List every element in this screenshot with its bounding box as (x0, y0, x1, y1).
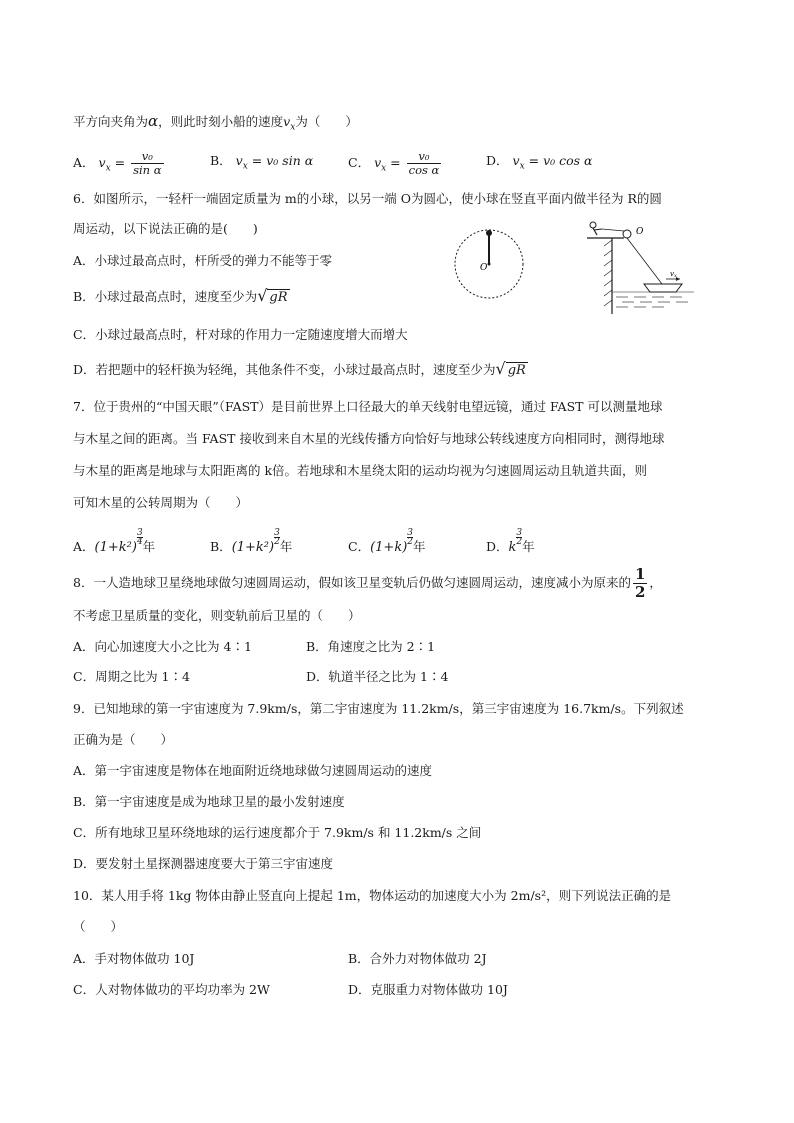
q7-option-d[interactable] (486, 529, 535, 557)
math-v: v (512, 153, 520, 168)
unit: 年 (142, 539, 156, 554)
q10-option-d[interactable]: D．克服重力对物体做功 10J (348, 982, 508, 997)
option-label: D． (486, 153, 509, 168)
exponent-numerator: 3 (274, 528, 280, 538)
water-lines (612, 292, 694, 307)
q6-option-b[interactable] (73, 287, 290, 307)
option-label: C． (348, 539, 371, 554)
radicand: gR (507, 363, 526, 378)
equals-sign: = (247, 153, 267, 168)
q5-stem-text-b: ，则此时刻小船的速度 (158, 114, 284, 129)
q5-stem-text-c: 为（ ） (295, 114, 358, 129)
math-sub: x (519, 161, 525, 172)
rope-segment-1 (602, 229, 624, 231)
velocity-sub: x (674, 273, 677, 279)
person-arm (594, 229, 602, 230)
rope-to-boat (627, 238, 662, 284)
exponent-denominator: 2 (516, 537, 523, 547)
sqrt-expression: √ gR (495, 359, 526, 378)
q7-stem-line-4: 可知木星的公转周期为（ ） (73, 495, 249, 510)
ball (486, 230, 492, 236)
exponent-numerator: 3 (516, 528, 523, 538)
q5-option-b[interactable] (210, 152, 313, 176)
equals-sign: = (386, 155, 405, 170)
fraction-numerator: 1 (634, 565, 646, 583)
fraction (131, 150, 163, 177)
fraction (407, 150, 442, 177)
q7-option-b[interactable] (210, 529, 292, 557)
q10-stem-line-1: 10．某人用手将 1kg 物体由静止竖直向上提起 1m，物体运动的加速度大小为 2m/s²，则下列说法正确的是 (73, 888, 672, 903)
q5-option-c[interactable] (348, 150, 443, 178)
q7-option-a[interactable] (73, 529, 155, 557)
q10-option-c[interactable]: C．人对物体做功的平均功率为 2W (73, 982, 270, 997)
q10-option-b[interactable]: B．合外力对物体做功 2J (348, 951, 487, 966)
cliff-hatching (604, 240, 612, 306)
power-base: (1+k²) (94, 540, 137, 555)
exponent-numerator: 3 (136, 528, 143, 538)
q6-stem-line-2: 周运动，以下说法正确的是( ) (73, 221, 258, 236)
option-label: C． (348, 155, 371, 170)
q10-stem-line-2: （ ） (73, 919, 124, 934)
exponent-numerator: 3 (407, 528, 413, 538)
q6-option-a[interactable]: A．小球过最高点时，杆所受的弹力不能等于零 (73, 253, 333, 268)
q5-option-d[interactable] (486, 152, 592, 176)
fraction-denominator: sin α (133, 163, 162, 177)
pulley-boat-figure (582, 218, 696, 316)
option-label: D． (486, 539, 509, 554)
option-text: B．小球过最高点时，速度至少为 (73, 289, 258, 304)
person-head (590, 222, 596, 228)
unit: 年 (279, 539, 293, 554)
q9-stem-line-2: 正确为是（ ） (73, 732, 174, 747)
exponent-denominator: 2 (407, 537, 413, 547)
q9-option-d[interactable]: D．要发射土星探测器速度要大于第三宇宙速度 (73, 856, 334, 871)
fraction-numerator: v₀ (131, 150, 163, 164)
q9-option-a[interactable]: A．第一宇宙速度是物体在地面附近绕地球做匀速圆周运动的速度 (73, 763, 433, 778)
q5-vx-sub: x (290, 122, 296, 133)
option-label: B． (210, 153, 232, 168)
q5-stem-text-a: 平方向夹角为 (73, 114, 149, 129)
power-base: k (508, 540, 517, 555)
q8-option-a[interactable]: A．向心加速度大小之比为 4∶1 (73, 639, 252, 654)
q7-stem-line-2: 与木星之间的距离。当 FAST 接收到来自木星的光线传播方向恰好与地球公转线速度方向相同时，测得地球 (73, 431, 665, 446)
option-text: D．若把题中的轻杆换为轻绳，其他条件不变，小球过最高点时，速度至少为 (73, 362, 496, 377)
pivot-label: O (480, 263, 488, 273)
rod-circle-figure (452, 226, 528, 304)
math-v: v (374, 155, 382, 170)
option-expression: v₀ cos α (543, 153, 593, 168)
q8-stem-text: 8．一人造地球卫星绕地球做匀速圆周运动，假如该卫星变轨后仍做匀速圆周运动，速度减小为原来的 (73, 575, 631, 590)
unit: 年 (413, 539, 426, 554)
q8-option-b[interactable]: B．角速度之比为 2∶1 (306, 639, 436, 654)
math-v: v (98, 155, 106, 170)
unit: 年 (522, 539, 535, 554)
q6-option-d[interactable] (73, 360, 528, 380)
fraction-denominator: cos α (408, 163, 440, 177)
math-sub: x (242, 161, 248, 172)
q8-stem-line-2: 不考虑卫星质量的变化，则变轨前后卫星的（ ） (73, 608, 361, 623)
q7-option-c[interactable] (348, 529, 426, 557)
exponent-denominator: 2 (274, 537, 280, 547)
q5-stem (73, 112, 358, 137)
q9-option-b[interactable]: B．第一宇宙速度是成为地球卫星的最小发射速度 (73, 794, 345, 809)
option-expression: v₀ sin α (266, 153, 314, 168)
q8-stem-end: ， (649, 575, 662, 590)
alpha-symbol: α (148, 112, 159, 130)
q10-option-a[interactable]: A．手对物体做功 10J (73, 951, 195, 966)
power-base: (1+k²) (231, 540, 275, 555)
one-half-fraction (633, 566, 647, 601)
pulley-label: O (636, 227, 644, 237)
boat (644, 284, 682, 292)
q5-option-a[interactable] (73, 150, 166, 178)
fraction-numerator: v₀ (407, 150, 442, 164)
sqrt-expression: √ gR (257, 286, 288, 305)
q8-option-d[interactable]: D．轨道半径之比为 1∶4 (306, 669, 449, 684)
q6-stem-line-1: 6．如图所示，一轻杆一端固定质量为 m的小球，以另一端 O为圆心，使小球在竖直平面内做半径为 R的圆 (73, 191, 662, 206)
q7-stem-line-3: 与木星的距离是地球与太阳距离的 k倍。若地球和木星绕太阳的运动均视为匀速圆周运动且轨道共面，则 (73, 463, 648, 478)
power-base: (1+k) (370, 540, 408, 555)
q9-stem-line-1: 9．已知地球的第一宇宙速度为 7.9km/s，第二宇宙速度为 11.2km/s，第三宇宙速度为 16.7km/s。下列叙述 (73, 701, 684, 716)
fraction-denominator: 2 (634, 583, 646, 601)
q6-option-c[interactable]: C．小球过最高点时，杆对球的作用力一定随速度增大而增大 (73, 327, 408, 342)
math-sub: x (105, 163, 111, 174)
option-label: A． (73, 155, 95, 170)
equals-sign: = (524, 153, 544, 168)
equals-sign: = (110, 155, 130, 170)
radicand: gR (269, 290, 288, 305)
math-sub: x (381, 163, 387, 174)
velocity-label: v (670, 270, 674, 278)
q5-vx-symbol: v (283, 114, 291, 129)
option-label: A． (73, 539, 95, 554)
pulley-wheel (623, 230, 631, 238)
q9-option-c[interactable]: C．所有地球卫星环绕地球的运行速度都介于 7.9km/s 和 11.2km/s 之间 (73, 825, 482, 840)
q8-option-c[interactable]: C．周期之比为 1∶4 (73, 669, 190, 684)
person-body (593, 228, 597, 235)
math-v: v (235, 153, 243, 168)
q8-stem-line-1 (73, 566, 662, 601)
pivot-point (488, 263, 491, 266)
q7-stem-line-1: 7．位于贵州的“中国天眼”（FAST）是目前世界上口径最大的单天线射电望远镜，通过 FAST 可以测量地球 (73, 399, 663, 414)
option-label: B． (210, 539, 232, 554)
exponent-denominator: 4 (136, 537, 143, 547)
